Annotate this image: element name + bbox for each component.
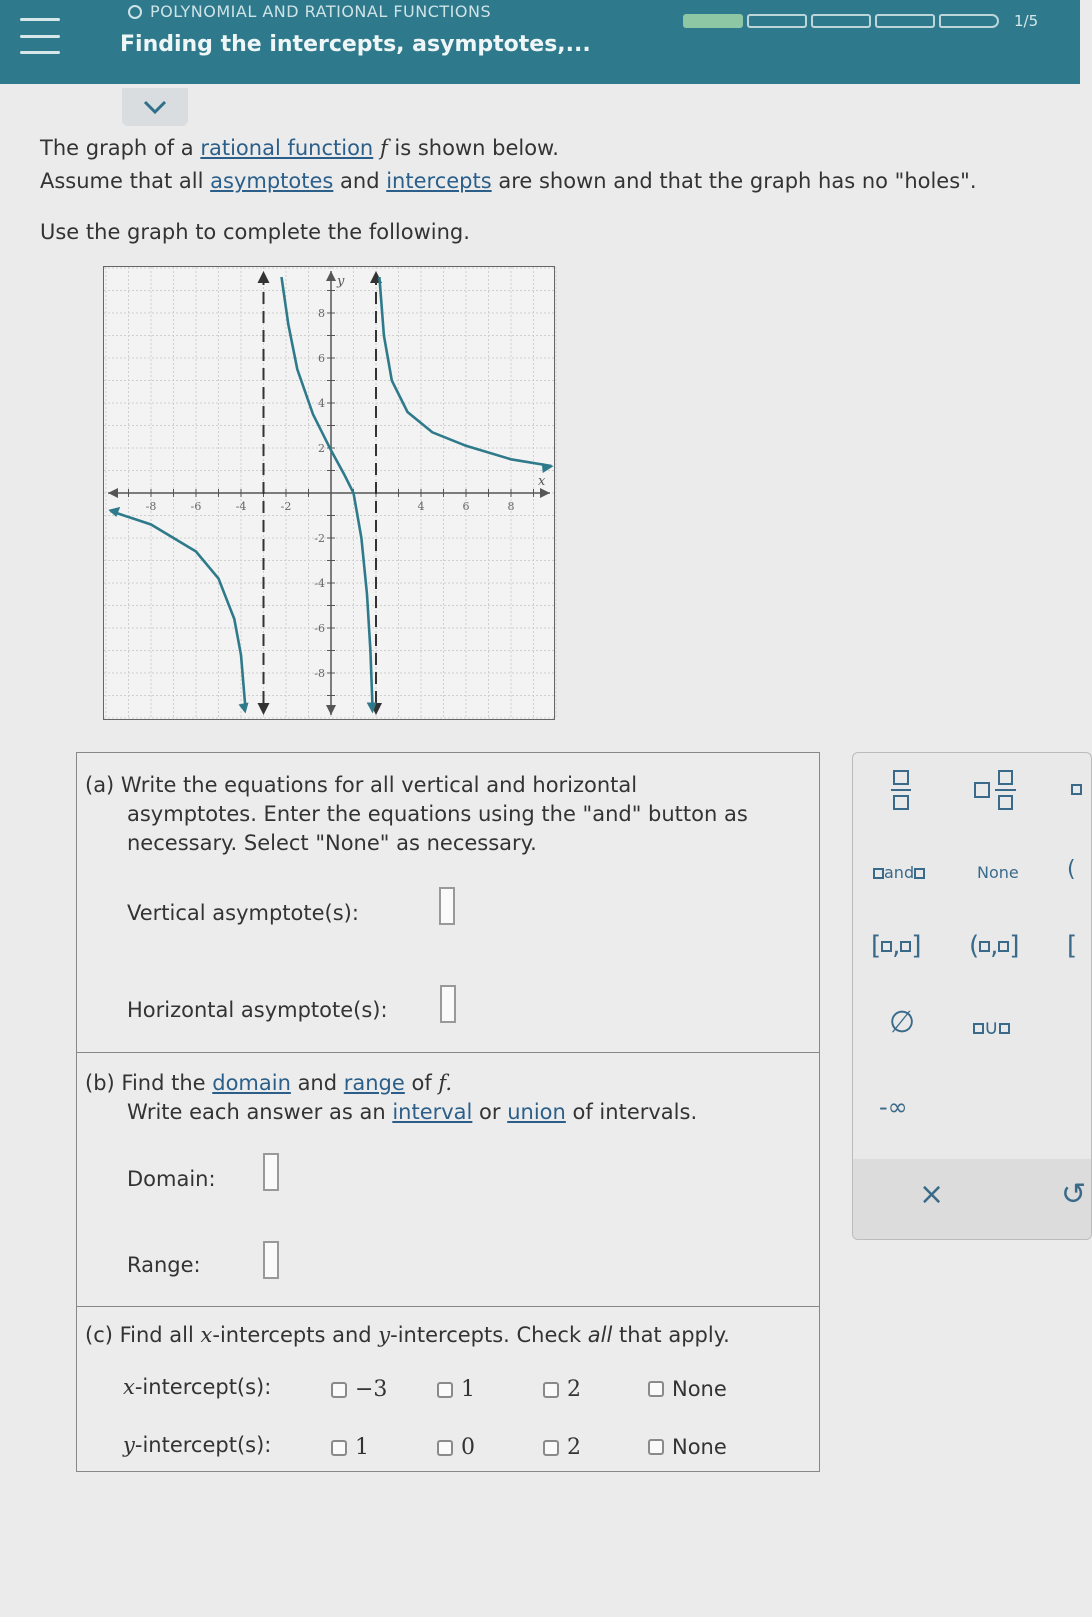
x-axis-arrow [540, 488, 550, 498]
instruction-text: Use the graph to complete the following. [40, 220, 470, 244]
x-tick-label: -6 [190, 500, 202, 513]
x-intercept-option-none[interactable]: None [648, 1377, 727, 1401]
close-icon: × [919, 1177, 945, 1212]
part-c-prompt: (c) Find all x-intercepts and y-intercepts. Check all that apply. [85, 1323, 730, 1347]
progress-bar [683, 14, 999, 28]
negative-infinity-button[interactable]: -∞ [879, 1093, 908, 1121]
union-link[interactable]: union [507, 1100, 566, 1124]
math-tools-panel [852, 752, 1092, 1240]
part-b-section [77, 1053, 819, 1307]
horizontal-asymptote-label: Horizontal asymptote(s): [127, 998, 388, 1022]
mixed-number-button[interactable] [973, 767, 1019, 817]
bracket-partial-button[interactable]: [ [1067, 931, 1078, 961]
x-axis-label: x [538, 474, 546, 489]
part-c-section [77, 1307, 819, 1471]
square-icon [999, 1023, 1010, 1034]
y-axis-arrow [326, 271, 336, 281]
menu-icon[interactable] [20, 18, 60, 54]
checkbox[interactable] [437, 1382, 453, 1398]
domain-link[interactable]: domain [212, 1071, 291, 1095]
x-tick-label: -8 [145, 500, 157, 513]
x-tick-label: 4 [417, 500, 425, 513]
square-icon [914, 868, 925, 879]
y-intercept-option-0[interactable]: 0 [437, 1435, 475, 1460]
y-axis-label: y [337, 274, 345, 289]
graph-svg [104, 267, 554, 719]
square-icon [973, 1023, 984, 1034]
asymptote-arrow [258, 271, 270, 283]
x-tick-label: -4 [235, 500, 247, 513]
x-tick-label: 6 [462, 500, 470, 513]
x-tick-label: 8 [507, 500, 515, 513]
x-intercept-option-2[interactable]: 2 [543, 1377, 581, 1402]
header-bar [0, 0, 1080, 84]
tools-action-bar [853, 1159, 1091, 1239]
topic-label: POLYNOMIAL AND RATIONAL FUNCTIONS [128, 2, 491, 21]
progress-segment-1 [683, 14, 743, 28]
y-intercept-option-2[interactable]: 2 [543, 1435, 581, 1460]
asymptotes-link[interactable]: asymptotes [210, 169, 334, 193]
asymptote-arrow [258, 703, 270, 715]
square-icon [979, 941, 990, 952]
interval-link[interactable]: interval [392, 1100, 473, 1124]
x-intercept-label: x-intercept(s): [123, 1375, 272, 1399]
y-tick-label: 8 [318, 307, 325, 320]
y-tick-label: -2 [314, 532, 325, 545]
progress-segment-3 [811, 14, 871, 28]
y-tick-label: -4 [314, 577, 325, 590]
intro-line-2: Assume that all asymptotes and intercepts are shown and that the graph has no "holes". [40, 169, 977, 193]
progress-count: 1/5 [1014, 12, 1039, 30]
intercepts-link[interactable]: intercepts [386, 169, 492, 193]
square-icon [873, 868, 884, 879]
range-input[interactable] [263, 1241, 279, 1279]
problem-intro [40, 132, 977, 198]
y-intercept-option-none[interactable]: None [648, 1435, 727, 1459]
y-intercept-label: y-intercept(s): [123, 1433, 272, 1457]
x-intercept-option-1[interactable]: 1 [437, 1377, 475, 1402]
mixed-number-icon [973, 767, 1019, 813]
square-icon [1071, 784, 1082, 795]
empty-set-button[interactable]: ∅ [889, 1005, 916, 1040]
y-tick-label: 4 [318, 397, 325, 410]
horizontal-asymptote-input[interactable] [440, 985, 456, 1023]
vertical-asymptote-input[interactable] [439, 887, 455, 925]
y-tick-label: -8 [314, 667, 325, 680]
domain-input[interactable] [263, 1153, 279, 1191]
part-a-section [77, 753, 819, 1053]
checkbox[interactable] [543, 1440, 559, 1456]
half-open-interval-button[interactable]: ( , ] [969, 931, 1020, 961]
y-axis-arrow-down [326, 705, 336, 715]
x-axis-arrow-left [108, 488, 118, 498]
progress-segment-5 [939, 14, 999, 28]
undo-icon: ↺ [1061, 1177, 1087, 1212]
checkbox[interactable] [648, 1381, 664, 1397]
question-panel [76, 752, 820, 1472]
more-tools-partial[interactable] [1071, 779, 1082, 798]
undo-button[interactable] [1061, 1177, 1086, 1212]
x-intercept-option-neg3[interactable]: −3 [331, 1377, 387, 1402]
curve-arrow [239, 703, 249, 714]
curve-right-branch [379, 277, 551, 466]
checkbox[interactable] [331, 1440, 347, 1456]
vertical-asymptote-label: Vertical asymptote(s): [127, 901, 359, 925]
paren-partial-button[interactable]: ( [1067, 857, 1076, 882]
checkbox[interactable] [437, 1440, 453, 1456]
and-button[interactable]: and [873, 863, 925, 882]
closed-interval-button[interactable]: [ , ] [871, 931, 922, 961]
function-graph [103, 266, 555, 720]
curve-arrow [108, 507, 120, 517]
x-tick-label: -2 [280, 500, 292, 513]
intro-line-1: The graph of a rational function f is shown below. [40, 136, 559, 160]
square-icon [900, 941, 911, 952]
clear-button[interactable] [919, 1177, 944, 1212]
progress-segment-2 [747, 14, 807, 28]
curve-left-branch [111, 511, 246, 709]
checkbox[interactable] [331, 1382, 347, 1398]
range-link[interactable]: range [343, 1071, 405, 1095]
collapse-button[interactable] [122, 88, 188, 126]
checkbox[interactable] [543, 1382, 559, 1398]
fraction-button[interactable] [889, 767, 913, 817]
y-tick-label: 6 [318, 352, 325, 365]
square-icon [881, 941, 892, 952]
domain-label: Domain: [127, 1167, 216, 1191]
progress-segment-4 [875, 14, 935, 28]
part-b-prompt: (b) Find the domain and range of f. Write each answer as an interval or union of intervals. [85, 1071, 698, 1124]
part-a-prompt: (a) Write the equations for all vertical and horizontal asymptotes. Enter the equations using the "and" button as necessary. Select "None" as necessary. [85, 773, 748, 855]
none-button[interactable]: None [977, 863, 1019, 882]
fraction-icon [889, 767, 913, 813]
y-tick-label: -6 [314, 622, 325, 635]
lesson-title: Finding the intercepts, asymptotes,... [120, 32, 591, 57]
curve-arrow [542, 463, 554, 473]
checkbox[interactable] [648, 1439, 664, 1455]
union-button[interactable]: ∪ [973, 1015, 1010, 1039]
square-icon [998, 941, 1009, 952]
y-tick-label: 2 [318, 442, 325, 455]
chevron-down-icon [142, 99, 168, 115]
rational-function-link[interactable]: rational function [200, 136, 374, 160]
y-intercept-option-1[interactable]: 1 [331, 1435, 369, 1460]
range-label: Range: [127, 1253, 201, 1277]
topic-dot-icon [128, 5, 142, 19]
